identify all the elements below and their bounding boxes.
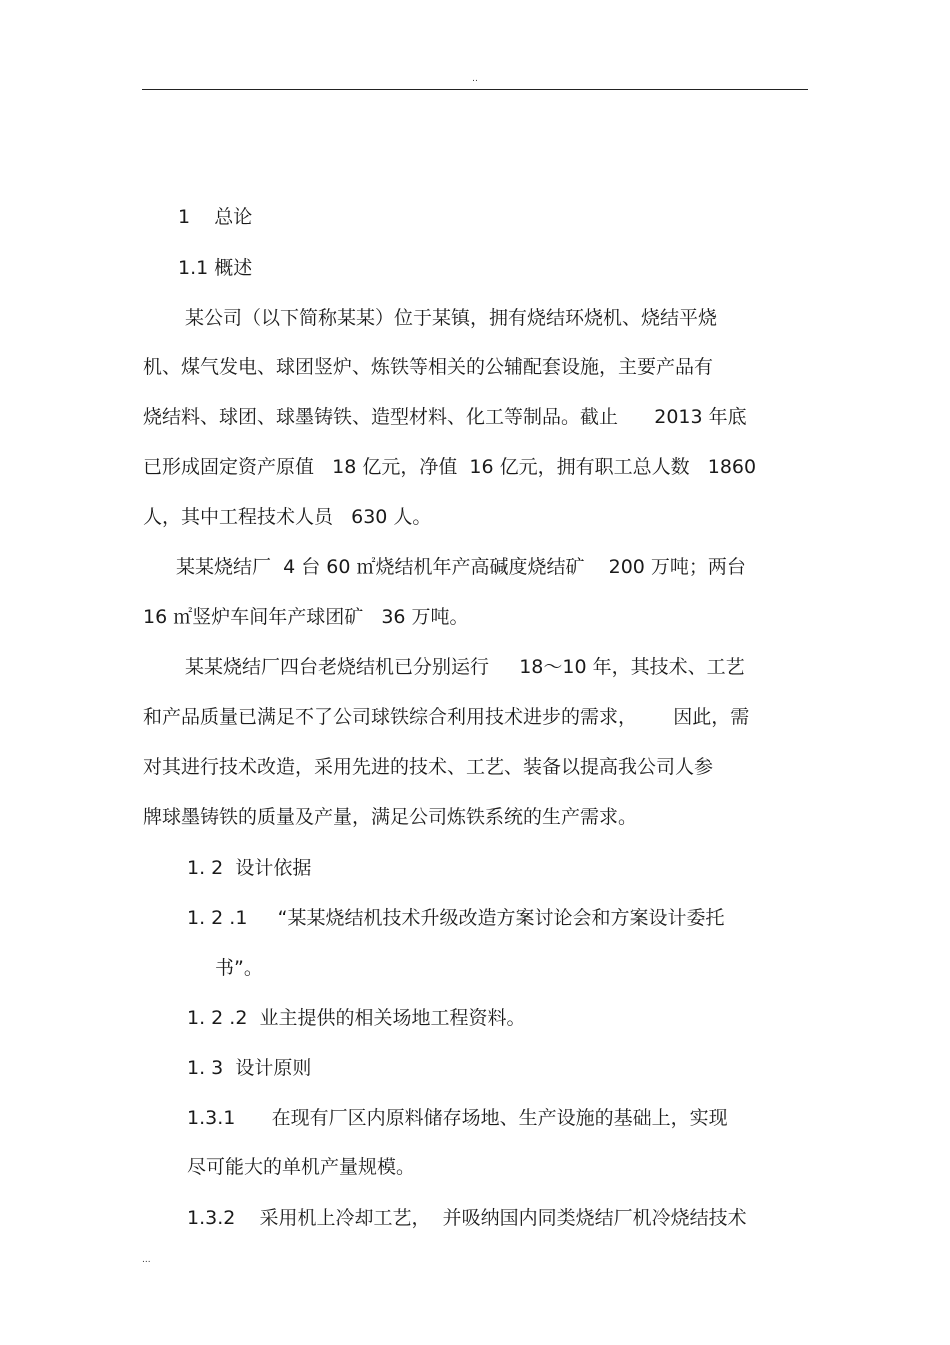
header-rule [142, 89, 808, 90]
page-footer-mark: ... [142, 1255, 151, 1265]
paragraph-line: 某某烧结厂 4 台 60 ㎡烧结机年产高碱度烧结矿 200 万吨；两台 [176, 556, 746, 578]
section-heading-overview: 1.1 概述 [178, 257, 253, 279]
section-heading-design-principles: 1. 3 设计原则 [187, 1057, 312, 1079]
chapter-heading: 1 总论 [178, 206, 253, 228]
paragraph-line: 对其进行技术改造，采用先进的技术、工艺、装备以提高我公司人参 [143, 756, 714, 778]
list-item: 1.3.1 在现有厂区内原料储存场地、生产设施的基础上，实现 [187, 1107, 728, 1129]
paragraph-line: 和产品质量已满足不了公司球铁综合利用技术进步的需求， 因此，需 [143, 706, 750, 728]
list-item: 1. 2 .1 “某某烧结机技术升级改造方案讨论会和方案设计委托 [187, 907, 725, 929]
paragraph-line: 16 ㎡竖炉车间年产球团矿 36 万吨。 [143, 606, 469, 628]
paragraph-line: 人，其中工程技术人员 630 人。 [143, 506, 432, 528]
paragraph-line: 机、煤气发电、球团竖炉、炼铁等相关的公辅配套设施，主要产品有 [143, 356, 714, 378]
page-header-mark: .. [472, 74, 478, 84]
paragraph-line: 牌球墨铸铁的质量及产量，满足公司炼铁系统的生产需求。 [143, 806, 638, 828]
list-item-continuation: 尽可能大的单机产量规模。 [187, 1156, 416, 1178]
section-heading-design-basis: 1. 2 设计依据 [187, 857, 312, 879]
paragraph-line: 某某烧结厂四台老烧结机已分别运行 18～10 年，其技术、工艺 [185, 656, 745, 678]
paragraph-line: 烧结料、球团、球墨铸铁、造型材料、化工等制品。截止 2013 年底 [143, 406, 747, 428]
list-item-continuation: 书”。 [215, 957, 263, 979]
list-item: 1. 2 .2 业主提供的相关场地工程资料。 [187, 1007, 526, 1029]
paragraph-line: 已形成固定资产原值 18 亿元，净值 16 亿元，拥有职工总人数 1860 [143, 456, 757, 478]
list-item: 1.3.2 采用机上冷却工艺， 并吸纳国内同类烧结厂机冷烧结技术 [187, 1207, 747, 1229]
paragraph-line: 某公司（以下简称某某）位于某镇，拥有烧结环烧机、烧结平烧 [185, 307, 718, 329]
